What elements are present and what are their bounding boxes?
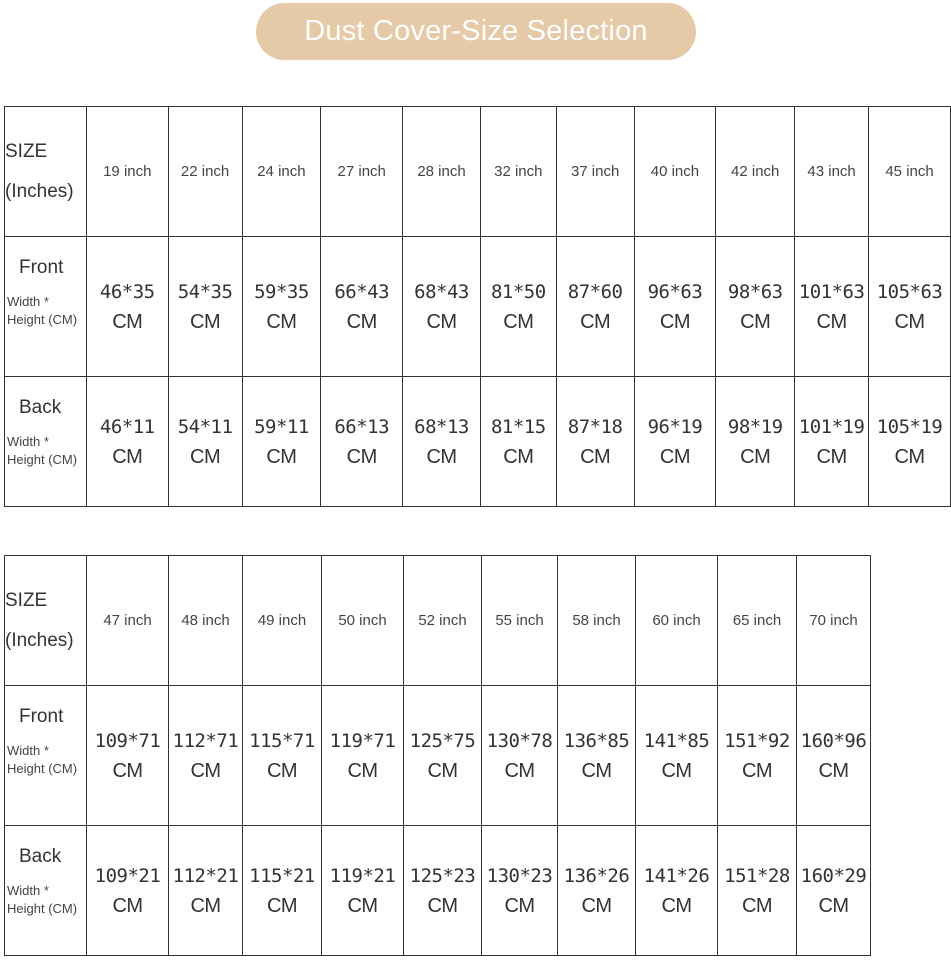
width-label: Width * (7, 434, 49, 449)
unit-label: CM (190, 894, 221, 917)
front-dimension-value: 125*75 (409, 729, 476, 752)
size-cell: 52 inch (404, 556, 482, 686)
back-dimension-value: 160*29 (800, 864, 867, 887)
unit-label: CM (894, 310, 925, 333)
size-cell: 43 inch (795, 107, 869, 237)
unit-label: CM (818, 894, 849, 917)
back-dimension-cell (482, 826, 558, 956)
unit-label: CM (661, 894, 692, 917)
front-dimension-value: 87*60 (567, 280, 623, 303)
unit-label: CM (190, 759, 221, 782)
front-header-cell (5, 686, 87, 826)
unit-label: CM (740, 445, 771, 468)
front-row (5, 237, 951, 377)
front-dimension-cell (87, 686, 169, 826)
back-dimension-cell (404, 826, 482, 956)
height-label: Height (CM) (7, 901, 78, 916)
unit-label: CM (112, 310, 143, 333)
front-dimension-value: 160*96 (800, 729, 867, 752)
unit-label: CM (504, 759, 535, 782)
front-dimension-value: 68*43 (414, 280, 469, 303)
front-dimension-value: 136*85 (563, 729, 630, 752)
back-dimension-cell (634, 377, 716, 507)
unit-label: CM (741, 759, 773, 782)
front-dimension-cell (168, 237, 242, 377)
back-dimension-cell (87, 826, 169, 956)
front-dimension-value: 59*35 (254, 280, 309, 303)
size-cell: 42 inch (716, 107, 795, 237)
height-label: Height (CM) (7, 312, 78, 327)
unit-label: CM (504, 894, 535, 917)
front-dimension-cell (558, 686, 636, 826)
front-dimension-cell (321, 237, 403, 377)
page-title: Dust Cover-Size Selection (304, 15, 648, 47)
front-dimension-cell (403, 237, 481, 377)
size-cell: 48 inch (169, 556, 243, 686)
front-dimension-value: 112*71 (172, 729, 239, 752)
unit-label: CM (346, 310, 377, 333)
back-dimension-value: 54*11 (177, 415, 233, 438)
front-dimension-cell (795, 237, 869, 377)
front-dimension-value: 105*63 (876, 280, 943, 303)
size-cell: 49 inch (243, 556, 322, 686)
back-dimension-value: 112*21 (172, 864, 239, 887)
unit-label: CM (112, 894, 143, 917)
unit-label: CM (503, 445, 534, 468)
back-dimension-value: 136*26 (563, 864, 630, 887)
front-dimension-cell (716, 237, 795, 377)
unit-label: CM (266, 310, 297, 333)
size-header-cell (5, 556, 87, 686)
front-dimension-cell (243, 686, 322, 826)
unit-label: CM (659, 310, 690, 333)
unit-label: CM (190, 310, 221, 333)
back-dimension-value: 46*11 (99, 415, 155, 438)
front-dimension-value: 101*63 (798, 280, 865, 303)
size-table-1 (4, 106, 951, 507)
unit-label: CM (112, 445, 143, 468)
back-dimension-value: 105*19 (876, 415, 943, 438)
front-dimension-value: 96*63 (647, 280, 703, 303)
unit-label: CM (580, 445, 611, 468)
size-label: SIZE (5, 140, 48, 162)
size-row (5, 107, 951, 237)
back-label: Back (19, 846, 62, 867)
front-label: Front (19, 706, 64, 727)
back-header-cell (5, 377, 87, 507)
front-dimension-value: 119*71 (329, 729, 396, 752)
unit-label: CM (816, 445, 847, 468)
front-dimension-cell (86, 237, 168, 377)
back-row (5, 826, 871, 956)
unit-label: CM (347, 894, 378, 917)
front-dimension-cell (718, 686, 797, 826)
back-dimension-cell (636, 826, 718, 956)
back-dimension-value: 81*15 (490, 415, 546, 438)
unit-label: CM (503, 310, 534, 333)
front-dimension-cell (869, 237, 951, 377)
back-dimension-value: 115*21 (249, 864, 315, 887)
size-cell: 40 inch (634, 107, 716, 237)
unit-label: CM (659, 445, 690, 468)
back-dimension-cell (242, 377, 321, 507)
unit-label: CM (580, 310, 611, 333)
back-dimension-cell (169, 826, 243, 956)
front-dimension-cell (636, 686, 718, 826)
size-cell: 70 inch (797, 556, 871, 686)
front-dimension-value: 81*50 (490, 280, 546, 303)
size-cell: 27 inch (321, 107, 403, 237)
unit-label: CM (740, 310, 771, 333)
back-dimension-value: 87*18 (567, 415, 623, 438)
front-dimension-cell (404, 686, 482, 826)
back-dimension-cell (718, 826, 797, 956)
unit-label: CM (661, 759, 692, 782)
front-dimension-value: 115*71 (249, 729, 315, 752)
back-dimension-value: 59*11 (254, 415, 309, 438)
back-dimension-cell (168, 377, 242, 507)
front-dimension-value: 141*85 (643, 729, 710, 752)
unit-label: CM (346, 445, 377, 468)
size-cell: 22 inch (168, 107, 242, 237)
back-dimension-cell (795, 377, 869, 507)
front-dimension-cell (797, 686, 871, 826)
inches-label: (Inches) (5, 629, 74, 651)
front-dimension-value: 151*92 (724, 729, 790, 752)
unit-label: CM (266, 445, 297, 468)
back-dimension-value: 151*28 (724, 864, 790, 887)
size-cell: 24 inch (242, 107, 321, 237)
back-dimension-cell (321, 377, 403, 507)
size-header-cell (5, 107, 87, 237)
size-cell: 50 inch (322, 556, 404, 686)
back-dimension-cell (322, 826, 404, 956)
unit-label: CM (266, 759, 298, 782)
front-dimension-cell (480, 237, 556, 377)
back-dimension-cell (556, 377, 634, 507)
back-dimension-cell (869, 377, 951, 507)
back-dimension-value: 141*26 (643, 864, 710, 887)
size-cell: 55 inch (482, 556, 558, 686)
width-label: Width * (7, 743, 49, 758)
unit-label: CM (190, 445, 221, 468)
back-header-cell (5, 826, 87, 956)
back-label: Back (19, 397, 62, 418)
back-dimension-cell (480, 377, 556, 507)
unit-label: CM (894, 445, 925, 468)
unit-label: CM (816, 310, 847, 333)
front-dimension-value: 98*63 (727, 280, 783, 303)
front-row (5, 686, 871, 826)
back-dimension-cell (716, 377, 795, 507)
height-label: Height (CM) (7, 452, 78, 467)
back-dimension-cell (403, 377, 481, 507)
front-dimension-value: 130*78 (486, 729, 553, 752)
front-dimension-value: 54*35 (177, 280, 233, 303)
unit-label: CM (741, 894, 773, 917)
unit-label: CM (266, 894, 298, 917)
back-dimension-cell (86, 377, 168, 507)
front-dimension-cell (556, 237, 634, 377)
front-dimension-value: 46*35 (99, 280, 155, 303)
unit-label: CM (581, 759, 612, 782)
size-cell: 60 inch (636, 556, 718, 686)
size-cell: 65 inch (718, 556, 797, 686)
front-dimension-cell (169, 686, 243, 826)
back-dimension-value: 130*23 (486, 864, 553, 887)
back-dimension-cell (243, 826, 322, 956)
front-dimension-cell (242, 237, 321, 377)
front-label: Front (19, 257, 64, 278)
unit-label: CM (818, 759, 849, 782)
front-header-cell (5, 237, 87, 377)
back-dimension-value: 119*21 (329, 864, 396, 887)
back-row (5, 377, 951, 507)
inches-label: (Inches) (5, 180, 74, 202)
back-dimension-value: 96*19 (647, 415, 703, 438)
back-dimension-value: 101*19 (798, 415, 865, 438)
front-dimension-cell (634, 237, 716, 377)
size-table-2 (4, 555, 871, 956)
width-label: Width * (7, 294, 49, 309)
front-dimension-cell (322, 686, 404, 826)
back-dimension-value: 125*23 (409, 864, 476, 887)
unit-label: CM (581, 894, 612, 917)
size-cell: 45 inch (869, 107, 951, 237)
unit-label: CM (426, 445, 457, 468)
size-cell: 47 inch (87, 556, 169, 686)
size-label: SIZE (5, 589, 48, 611)
back-dimension-value: 68*13 (414, 415, 469, 438)
back-dimension-cell (797, 826, 871, 956)
size-row (5, 556, 871, 686)
back-dimension-value: 66*13 (334, 415, 390, 438)
front-dimension-value: 109*71 (94, 729, 161, 752)
front-dimension-value: 66*43 (334, 280, 390, 303)
size-cell: 58 inch (558, 556, 636, 686)
size-cell: 32 inch (480, 107, 556, 237)
back-dimension-cell (558, 826, 636, 956)
width-label: Width * (7, 883, 49, 898)
unit-label: CM (427, 759, 458, 782)
back-dimension-value: 109*21 (94, 864, 161, 887)
size-cell: 19 inch (86, 107, 168, 237)
unit-label: CM (427, 894, 458, 917)
unit-label: CM (426, 310, 457, 333)
title-banner (256, 3, 696, 60)
height-label: Height (CM) (7, 761, 78, 776)
size-cell: 37 inch (556, 107, 634, 237)
unit-label: CM (347, 759, 378, 782)
front-dimension-cell (482, 686, 558, 826)
unit-label: CM (112, 759, 143, 782)
back-dimension-value: 98*19 (727, 415, 783, 438)
size-cell: 28 inch (403, 107, 481, 237)
